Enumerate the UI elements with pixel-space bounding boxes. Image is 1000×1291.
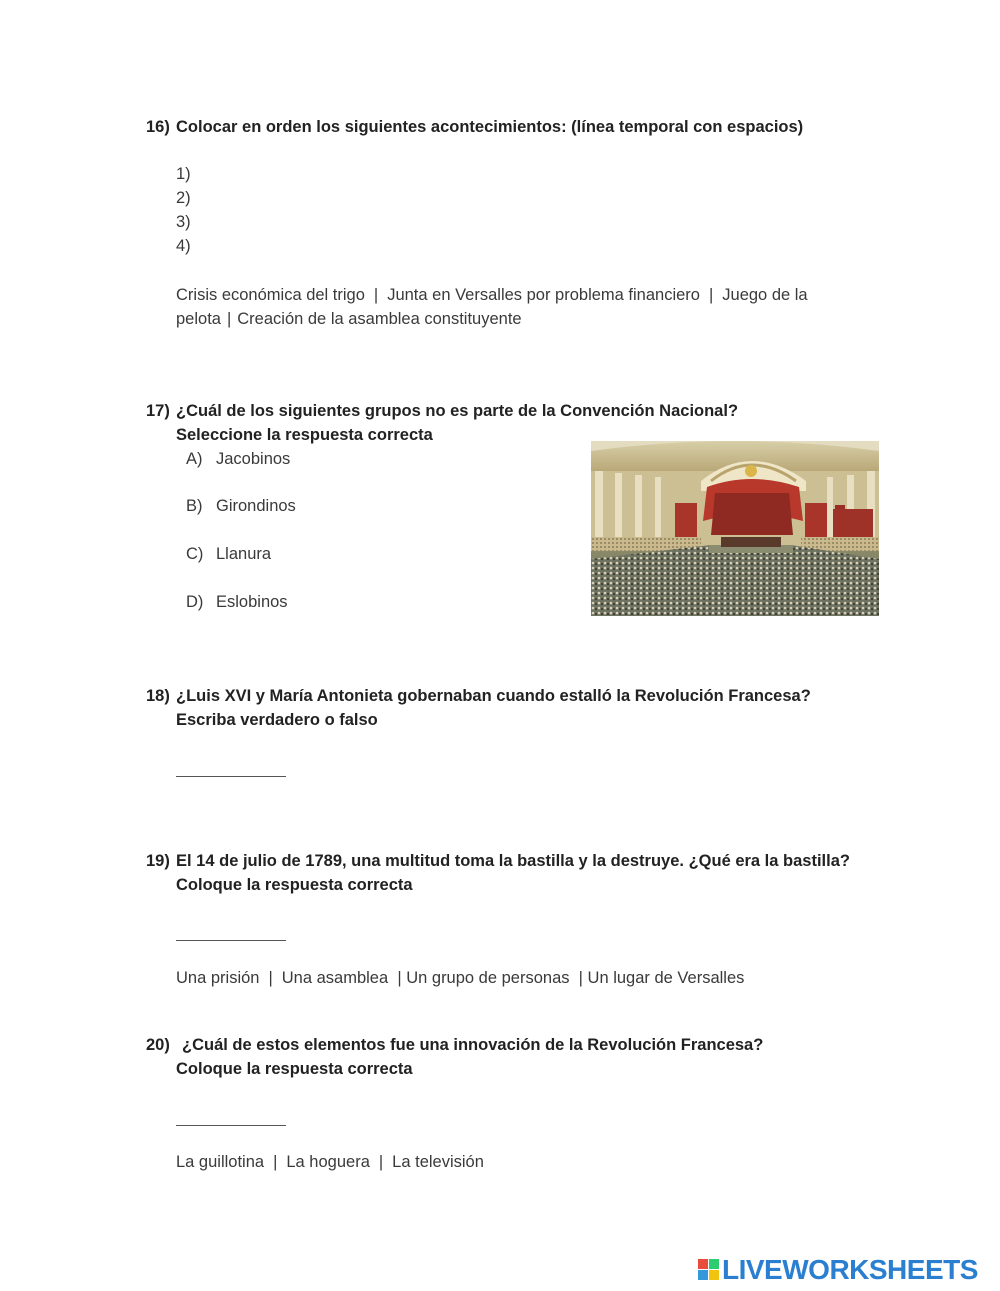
assembly-hall-illustration <box>591 441 879 616</box>
option-letter: D) <box>186 593 204 611</box>
logo-brand-text: LIVEWORKSHEETS <box>722 1254 978 1285</box>
q16-slot-1[interactable]: 1) <box>176 165 191 183</box>
q16-word-bank-line-1 <box>176 283 808 307</box>
q16-number: 16) <box>146 118 170 136</box>
q17-number: 17) <box>146 402 170 420</box>
option-letter: B) <box>186 497 203 515</box>
q19-prompt: El 14 de julio de 1789, una multitud toma la bastilla y la destruye. ¿Qué era la bastilla? <box>176 852 850 870</box>
logo-tiles-icon <box>698 1259 720 1281</box>
q16-bank-item: Creación de la asamblea constituyente <box>237 310 522 328</box>
assembly-hall-painting <box>591 441 879 616</box>
q16-slot-2[interactable]: 2) <box>176 189 191 207</box>
option-label: Llanura <box>216 545 272 563</box>
q20-word-bank <box>176 1150 484 1174</box>
option-letter: C) <box>186 545 204 563</box>
q19-bank-item: | Un lugar de Versalles <box>578 969 745 987</box>
separator: | <box>378 1153 384 1171</box>
q20-bank-item: La guillotina <box>176 1153 265 1171</box>
separator: | <box>268 969 273 987</box>
option-label: Eslobinos <box>216 593 288 611</box>
q19-bank-item: Una asamblea <box>281 969 389 987</box>
q19-word-bank <box>176 966 744 990</box>
q17-option-d[interactable] <box>186 593 288 612</box>
option-letter: A) <box>186 450 203 468</box>
q17-option-b[interactable] <box>186 497 296 516</box>
q20-prompt: ¿Cuál de estos elementos fue una innovación de la Revolución Francesa? <box>182 1036 764 1054</box>
q18-answer-field[interactable] <box>176 776 286 777</box>
q16-bank-item: pelota <box>176 310 221 328</box>
option-label: Jacobinos <box>216 450 291 468</box>
separator: | <box>373 286 379 304</box>
q16-prompt: Colocar en orden los siguientes acontecimientos: (línea temporal con espacios) <box>176 118 804 136</box>
q16-slot-4[interactable]: 4) <box>176 237 191 255</box>
q17-option-a[interactable] <box>186 450 290 469</box>
q16-word-bank-line-2 <box>176 307 522 331</box>
q16-bank-item: Juego de la <box>722 286 808 304</box>
separator: | <box>708 286 714 304</box>
q19-bank-item: Una prisión <box>176 969 260 987</box>
q20-instruction: Coloque la respuesta correcta <box>176 1060 413 1078</box>
q20-bank-item: La hoguera <box>286 1153 370 1171</box>
option-label: Girondinos <box>216 497 296 515</box>
q18-instruction: Escriba verdadero o falso <box>176 711 378 729</box>
q17-prompt: ¿Cuál de los siguientes grupos no es parte de la Convención Nacional? <box>176 402 739 420</box>
separator: | <box>273 1153 278 1171</box>
q16-bank-item: Junta en Versalles por problema financiero <box>387 286 700 304</box>
q19-bank-item: | Un grupo de personas <box>397 969 570 987</box>
q20-bank-item: La televisión <box>392 1153 484 1171</box>
q19-instruction: Coloque la respuesta correcta <box>176 876 413 894</box>
separator: | <box>226 310 232 328</box>
q16-bank-item: Crisis económica del trigo <box>176 286 365 304</box>
q18-prompt: ¿Luis XVI y María Antonieta gobernaban cuando estalló la Revolución Francesa? <box>176 687 811 705</box>
q18-number: 18) <box>146 687 170 705</box>
q16-slot-3[interactable]: 3) <box>176 213 191 231</box>
q19-number: 19) <box>146 852 170 870</box>
q17-instruction: Seleccione la respuesta correcta <box>176 426 433 444</box>
q20-answer-field[interactable] <box>176 1125 286 1126</box>
q17-option-c[interactable] <box>186 545 271 564</box>
q20-number: 20) <box>146 1036 170 1054</box>
q19-answer-field[interactable] <box>176 940 286 941</box>
